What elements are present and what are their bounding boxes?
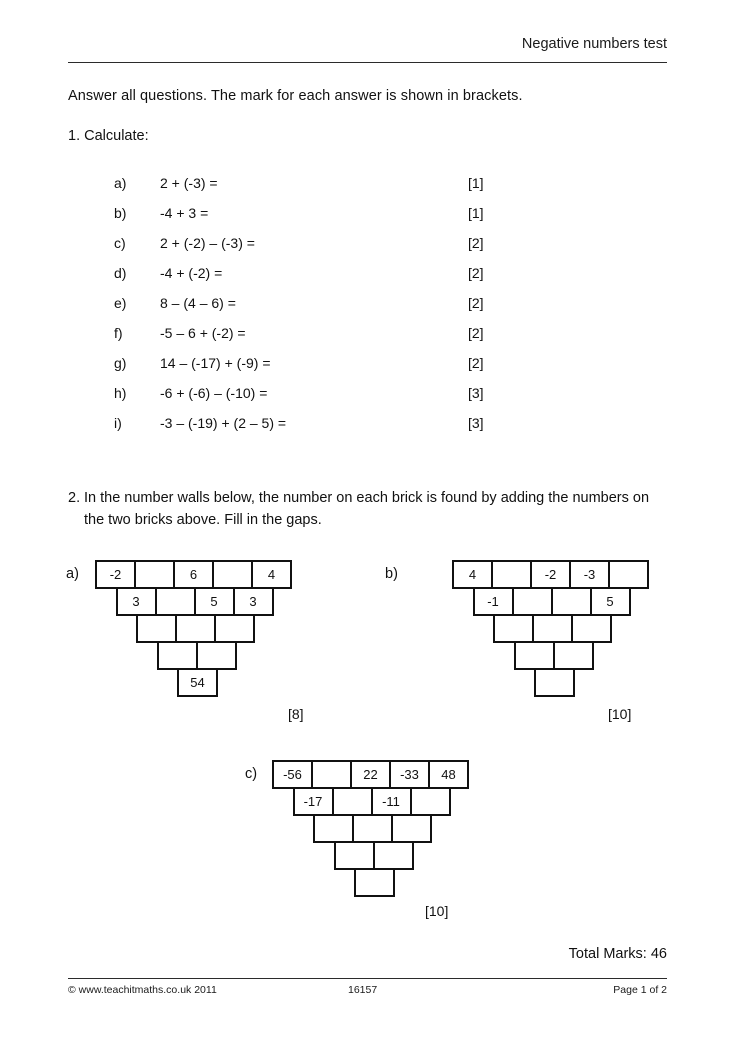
item-marks: [2] bbox=[468, 295, 484, 311]
wall-brick-empty[interactable] bbox=[373, 841, 414, 870]
wall-brick-empty[interactable] bbox=[175, 614, 216, 643]
wall-row bbox=[95, 560, 292, 589]
wall-brick-empty[interactable] bbox=[491, 560, 532, 589]
wall-row bbox=[514, 641, 650, 670]
wall-brick-empty[interactable] bbox=[134, 560, 175, 589]
question-2-number: 2. bbox=[68, 490, 81, 506]
question-2-text: In the number walls below, the number on each brick is found by adding the numbers on the two bricks above. Fill in the gaps. bbox=[84, 490, 650, 528]
wall-brick-value: 48 bbox=[428, 760, 469, 789]
wall-brick-empty[interactable] bbox=[553, 641, 594, 670]
wall-brick-empty[interactable] bbox=[534, 668, 575, 697]
wall-brick-empty[interactable] bbox=[136, 614, 177, 643]
wall-brick-value: 6 bbox=[173, 560, 214, 589]
wall-brick-empty[interactable] bbox=[157, 641, 198, 670]
wall-brick-value: -56 bbox=[272, 760, 313, 789]
wall-brick-empty[interactable] bbox=[571, 614, 612, 643]
wall-brick-empty[interactable] bbox=[410, 787, 451, 816]
question-1-item bbox=[68, 415, 668, 445]
total-marks: Total Marks: 46 bbox=[568, 946, 667, 962]
question-1-item bbox=[68, 325, 668, 355]
item-expression: -3 – (-19) + (2 – 5) = bbox=[160, 415, 287, 431]
question-1-item bbox=[68, 295, 668, 325]
wall-row bbox=[493, 614, 649, 643]
item-marks: [3] bbox=[468, 415, 484, 431]
question-1-heading: 1. Calculate: bbox=[68, 128, 149, 144]
wall-brick-empty[interactable] bbox=[311, 760, 352, 789]
question-1-item bbox=[68, 235, 668, 265]
item-marks: [1] bbox=[468, 175, 484, 191]
wall-brick-value: 5 bbox=[194, 587, 235, 616]
number-wall-b bbox=[452, 560, 649, 697]
wall-brick-value: -2 bbox=[95, 560, 136, 589]
footer-copyright: © www.teachitmaths.co.uk 2011 bbox=[68, 984, 217, 996]
item-label: f) bbox=[114, 325, 123, 341]
wall-brick-value: -33 bbox=[389, 760, 430, 789]
wall-row bbox=[272, 760, 469, 789]
item-expression: -4 + (-2) = bbox=[160, 265, 223, 281]
wall-row bbox=[334, 841, 470, 870]
wall-brick-empty[interactable] bbox=[391, 814, 432, 843]
wall-brick-value: 3 bbox=[233, 587, 274, 616]
item-expression: 2 + (-2) – (-3) = bbox=[160, 235, 255, 251]
wall-brick-empty[interactable] bbox=[196, 641, 237, 670]
wall-row bbox=[157, 641, 293, 670]
footer-page-number: Page 1 of 2 bbox=[613, 984, 667, 996]
question-1-item bbox=[68, 205, 668, 235]
wall-row bbox=[136, 614, 292, 643]
item-marks: [1] bbox=[468, 205, 484, 221]
wall-brick-empty[interactable] bbox=[332, 787, 373, 816]
wall-c-label: c) bbox=[245, 766, 258, 782]
wall-brick-empty[interactable] bbox=[608, 560, 649, 589]
item-label: c) bbox=[114, 235, 126, 251]
wall-b-label: b) bbox=[385, 566, 398, 582]
page-header-title: Negative numbers test bbox=[521, 36, 667, 52]
wall-b-marks: [10] bbox=[608, 706, 632, 722]
question-1-item bbox=[68, 385, 668, 415]
item-label: d) bbox=[114, 265, 127, 281]
wall-brick-value: -3 bbox=[569, 560, 610, 589]
item-marks: [2] bbox=[468, 235, 484, 251]
wall-brick-empty[interactable] bbox=[352, 814, 393, 843]
wall-brick-empty[interactable] bbox=[313, 814, 354, 843]
wall-brick-empty[interactable] bbox=[551, 587, 592, 616]
wall-brick-empty[interactable] bbox=[532, 614, 573, 643]
wall-brick-value: 5 bbox=[590, 587, 631, 616]
item-expression: -6 + (-6) – (-10) = bbox=[160, 385, 268, 401]
wall-row bbox=[293, 787, 470, 816]
wall-row bbox=[313, 814, 469, 843]
item-expression: 14 – (-17) + (-9) = bbox=[160, 355, 271, 371]
wall-row bbox=[452, 560, 649, 589]
footer-reference: 16157 bbox=[348, 984, 378, 996]
item-marks: [3] bbox=[468, 385, 484, 401]
question-2-heading bbox=[68, 487, 668, 531]
wall-a-marks: [8] bbox=[288, 706, 304, 722]
instructions-text: Answer all questions. The mark for each answer is shown in brackets. bbox=[68, 88, 523, 104]
footer-divider bbox=[68, 978, 667, 979]
item-expression: -5 – 6 + (-2) = bbox=[160, 325, 246, 341]
wall-brick-value: -11 bbox=[371, 787, 412, 816]
number-wall-a bbox=[95, 560, 292, 697]
item-expression: -4 + 3 = bbox=[160, 205, 209, 221]
wall-a-label: a) bbox=[66, 566, 79, 582]
wall-brick-value: 4 bbox=[452, 560, 493, 589]
item-label: h) bbox=[114, 385, 127, 401]
wall-brick-value: 22 bbox=[350, 760, 391, 789]
wall-row bbox=[473, 587, 650, 616]
item-label: i) bbox=[114, 415, 122, 431]
question-1-item bbox=[68, 355, 668, 385]
item-marks: [2] bbox=[468, 355, 484, 371]
wall-brick-empty[interactable] bbox=[212, 560, 253, 589]
item-marks: [2] bbox=[468, 265, 484, 281]
item-expression: 8 – (4 – 6) = bbox=[160, 295, 236, 311]
wall-brick-value: -2 bbox=[530, 560, 571, 589]
item-label: g) bbox=[114, 355, 127, 371]
wall-brick-empty[interactable] bbox=[155, 587, 196, 616]
number-wall-c bbox=[272, 760, 469, 897]
item-label: e) bbox=[114, 295, 127, 311]
question-1-list bbox=[68, 175, 668, 445]
question-1-item bbox=[68, 265, 668, 295]
wall-brick-empty[interactable] bbox=[514, 641, 555, 670]
wall-brick-value: 3 bbox=[116, 587, 157, 616]
wall-brick-empty[interactable] bbox=[214, 614, 255, 643]
wall-row bbox=[116, 587, 293, 616]
wall-row bbox=[354, 868, 469, 897]
wall-brick-empty[interactable] bbox=[354, 868, 395, 897]
wall-brick-value: -1 bbox=[473, 587, 514, 616]
wall-brick-value: -17 bbox=[293, 787, 334, 816]
wall-brick-empty[interactable] bbox=[512, 587, 553, 616]
wall-brick-value: 4 bbox=[251, 560, 292, 589]
wall-row bbox=[177, 668, 292, 697]
header-divider bbox=[68, 62, 667, 63]
wall-brick-empty[interactable] bbox=[334, 841, 375, 870]
wall-brick-empty[interactable] bbox=[493, 614, 534, 643]
wall-row bbox=[534, 668, 649, 697]
wall-c-marks: [10] bbox=[425, 903, 449, 919]
item-label: a) bbox=[114, 175, 127, 191]
item-label: b) bbox=[114, 205, 127, 221]
item-expression: 2 + (-3) = bbox=[160, 175, 218, 191]
question-1-item bbox=[68, 175, 668, 205]
wall-brick-value: 54 bbox=[177, 668, 218, 697]
item-marks: [2] bbox=[468, 325, 484, 341]
